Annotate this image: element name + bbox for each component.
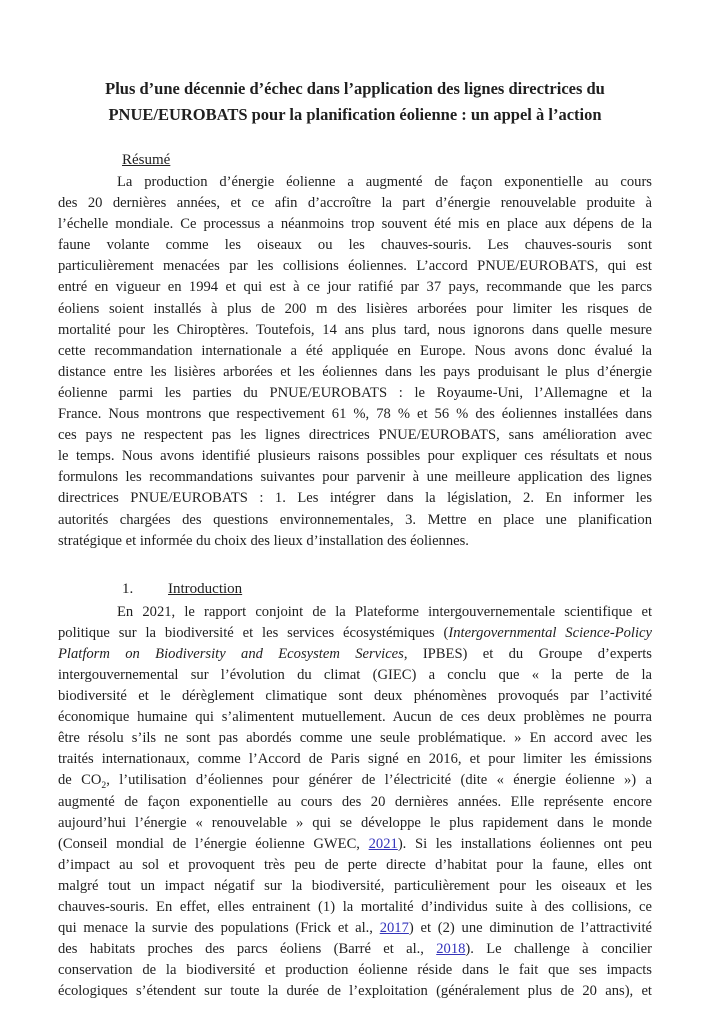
body-text: En 2021, le rapport conjoint de la Plateforme intergouvernementale scientifique et <box>117 603 652 620</box>
text-line <box>58 299 652 320</box>
body-text: aujourd’hui l’énergie « renouvelable » qui se développe le plus rapidement dans le monde <box>58 814 652 831</box>
subscript-text: 2 <box>101 780 107 792</box>
body-text: des habitats proches des parcs éoliens (Barré et al., <box>58 941 437 958</box>
body-text: l’échelle mondiale. Ce processus a néanmoins trop souvent été mis en place aux dépens de la <box>58 216 652 233</box>
text-line <box>58 510 652 531</box>
body-text: d’impact au sol et provoquent très peu de perte directe d’habitat pour la faune, elles ont <box>58 856 652 873</box>
body-text: , IPBES) et du Groupe d’experts <box>403 645 652 662</box>
body-text: faune volante comme les oiseaux ou les chauves-souris. Les chauves-souris sont <box>58 237 652 254</box>
body-text: intergouvernemental sur l’évolution du climat (GIEC) a conclu que « la perte de la <box>58 666 652 683</box>
text-line <box>58 193 652 214</box>
text-line <box>58 531 652 552</box>
body-text: biodiversité et le dérèglement climatique sont deux phénomènes provoqués par l’activité <box>58 688 652 705</box>
text-line <box>58 876 652 897</box>
text-line <box>58 792 652 813</box>
section-title: Introduction <box>168 580 243 597</box>
text-line <box>58 362 652 383</box>
text-line <box>58 834 652 855</box>
body-text: particulièrement menacées par les collisions éoliennes. L’accord PNUE/EUROBATS, qui est <box>58 258 652 275</box>
body-text: mortalité pour les Chiroptères. Toutefois, 14 ans plus tard, nous ignorons dans quelle mesure <box>58 321 652 338</box>
text-line <box>58 728 652 749</box>
paper-title-line-1: Plus d’une décennie d’échec dans l’application des lignes directrices du <box>105 79 605 98</box>
text-line <box>58 320 652 341</box>
body-text: de CO <box>58 772 102 789</box>
text-line <box>58 341 652 362</box>
text-line <box>58 749 652 770</box>
text-line <box>58 404 652 425</box>
text-line <box>58 172 652 193</box>
body-text: , l’utilisation d’éoliennes pour générer de l’électricité (dite « énergie éolienne ») a <box>106 772 652 789</box>
body-text: éolienne parmi les parties du PNUE/EUROBATS : le Royaume-Uni, l’Allemagne et la <box>58 384 652 401</box>
body-text: être résolu s’ils ne sont pas abordés comme une seule problématique. » En accord avec les <box>58 730 652 747</box>
text-line <box>58 981 652 1002</box>
text-line <box>58 235 652 256</box>
paper-title <box>64 76 646 128</box>
body-text: des 20 dernières années, et ce afin d’accroître la part d’énergie renouvelable produite à <box>58 195 652 212</box>
body-text: ). Le challenge à concilier <box>465 941 652 958</box>
body-text: (Conseil mondial de l’énergie éolienne GWEC, <box>58 835 369 852</box>
text-line <box>58 960 652 981</box>
body-text: économique humaine qui s’alimentent mutuellement. Aucun de ces deux problèmes ne pourra <box>58 709 652 726</box>
body-text: augmenté de façon exponentielle au cours des 20 dernières années. Elle représente encore <box>58 793 652 810</box>
text-line <box>58 602 652 623</box>
body-text: directrices PNUE/EUROBATS : 1. Les intégrer dans la législation, 2. En informer les <box>58 490 652 507</box>
body-text: ). Si les installations éoliennes ont peu <box>397 835 652 852</box>
body-text: cette recommandation internationale a été appliquée en Europe. Nous avons donc évalué la <box>58 342 652 359</box>
body-text: formulons les recommandations suivantes pour parvenir à une meilleure application des lignes <box>58 469 652 486</box>
introduction-heading <box>122 579 652 600</box>
citation-link[interactable]: 2021 <box>368 835 398 852</box>
text-line <box>58 707 652 728</box>
text-line <box>58 686 652 707</box>
text-line <box>58 383 652 404</box>
italic-text: Intergovernmental Science-Policy <box>448 624 652 641</box>
body-text: stratégique et informée du choix des lieux d’installation des éoliennes. <box>58 532 469 549</box>
body-text: traités internationaux, comme l’Accord de Paris signé en 2016, et pour limiter les émissions <box>58 751 652 768</box>
text-line <box>58 425 652 446</box>
section-number: 1. <box>122 580 134 597</box>
text-line <box>58 939 652 960</box>
text-line <box>58 256 652 277</box>
text-line <box>58 644 652 665</box>
citation-link[interactable]: 2018 <box>436 941 466 958</box>
body-text: le temps. Nous avons identifié plusieurs raisons possibles pour expliquer ces résultats et nous <box>58 448 652 465</box>
body-text: France. Nous montrons que respectivement 61 %, 78 % et 56 % des éoliennes installées dans <box>58 406 652 423</box>
text-line <box>58 623 652 644</box>
body-text: écologiques s’étendent sur toute la durée de l’exploitation (généralement plus de 20 ans), et <box>58 983 652 1000</box>
citation-link[interactable]: 2017 <box>379 920 409 937</box>
text-line <box>58 897 652 918</box>
abstract-heading: Résumé <box>122 152 171 168</box>
paper-title-line-2: PNUE/EUROBATS pour la planification éolienne : un appel à l’action <box>108 105 602 124</box>
text-line <box>58 918 652 939</box>
text-line <box>58 855 652 876</box>
body-text: conservation de la biodiversité et production éolienne réside dans le fait que ses impacts <box>58 962 652 979</box>
body-text: distance entre les lisières arborées et les éoliennes dans les pays produisant le plus d’énergie <box>58 363 652 380</box>
body-text: politique sur la biodiversité et les services écosystémiques ( <box>58 624 449 641</box>
text-line <box>58 770 652 791</box>
body-text: qui menace la survie des populations (Frick et al., <box>58 920 380 937</box>
body-text: ) et (2) une diminution de l’attractivité <box>408 920 652 937</box>
body-text: autorités chargées des questions environnementales, 3. Mettre en place une planification <box>58 511 652 528</box>
text-line <box>58 488 652 509</box>
text-line <box>58 813 652 834</box>
text-line <box>58 214 652 235</box>
body-text: malgré tout un impact négatif sur la biodiversité, particulièrement pour les oiseaux et les <box>58 877 652 894</box>
text-line <box>58 446 652 467</box>
body-text: chauves-souris. En effet, elles entrainent (1) la mortalité d’individus suite à des collisions, ce <box>58 899 652 915</box>
introduction-paragraph <box>58 602 652 1003</box>
body-text: ces pays ne respectent pas les lignes directrices PNUE/EUROBATS, sans amélioration avec <box>58 427 652 444</box>
text-line <box>58 277 652 298</box>
abstract-paragraph <box>58 172 652 552</box>
body-text: entré en vigueur en 1994 et qui est à ce jour ratifié par 37 pays, recommande que les parcs <box>58 279 652 296</box>
text-line <box>58 665 652 686</box>
italic-text: Platform on Biodiversity and Ecosystem Services <box>58 645 404 662</box>
body-text: éoliens soient installés à plus de 200 m des lisières arborées pour limiter les risques de <box>58 300 652 317</box>
text-line <box>58 467 652 488</box>
body-text: La production d’énergie éolienne a augmenté de façon exponentielle au cours <box>117 174 652 190</box>
